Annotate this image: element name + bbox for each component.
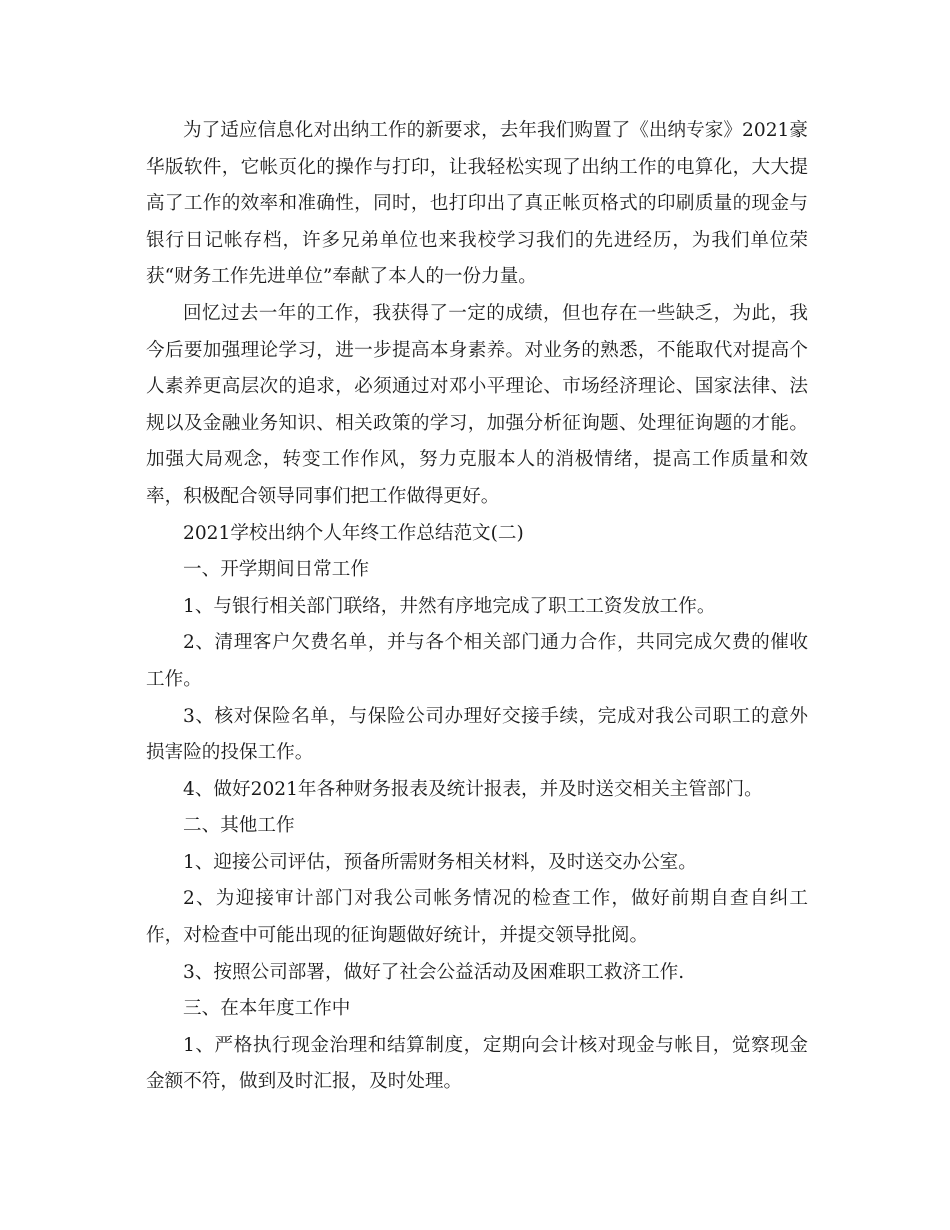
section-title: 2021学校出纳个人年终工作总结范文(二) — [183, 522, 524, 544]
paragraph-cashier-software: 为了适应信息化对出纳工作的新要求，去年我们购置了《出纳专家》2021豪华版软件，它帐页化的操作与打印，让我轻松实现了出纳工作的电算化，大大提高了工作的效率和准确性，同时，也打印出了真正帐页格式的印刷质量的现金与银行日记帐存档，许多兄弟单位也来我校学习我们的先进经历，为我们单位荣获“财务工作先进单位”奉献了本人的一份力量。 — [146, 120, 808, 288]
paragraph-year-review: 回忆过去一年的工作，我获得了一定的成绩，但也存在一些缺乏，为此，我今后要加强理论学习，进一步提高本身素养。对业务的熟悉，不能取代对提高个人素养更高层次的追求，必须通过对邓小平理论、市场经济理论、国家法律、法规以及金融业务知识、相关政策的学习，加强分析征询题、处理征询题的才能。加强大局观念，转变工作作风，努力克服本人的消极情绪，提高工作质量和效率，积极配合领导同事们把工作做得更好。 — [146, 302, 808, 507]
list-item: 2、清理客户欠费名单，并与各个相关部门通力合作，共同完成欠费的催收工作。 — [146, 632, 808, 690]
document-page — [146, 113, 808, 1101]
heading-daily-work: 一、开学期间日常工作 — [183, 559, 369, 581]
list-item: 1、迎接公司评估，预备所需财务相关材料，及时送交办公室。 — [183, 851, 697, 873]
heading-annual-work: 三、在本年度工作中 — [183, 998, 351, 1020]
list-item: 1、严格执行现金治理和结算制度，定期向会计核对现金与帐目，觉察现金金额不符，做到及时汇报，及时处理。 — [146, 1034, 808, 1093]
list-item: 1、与银行相关部门联络，井然有序地完成了职工工资发放工作。 — [183, 595, 716, 617]
list-item: 3、按照公司部署，做好了社会公益活动及困难职工救济工作. — [183, 961, 685, 983]
list-item: 3、核对保险名单，与保险公司办理好交接手续，完成对我公司职工的意外损害险的投保工作。 — [146, 705, 808, 764]
list-item: 2、为迎接审计部门对我公司帐务情况的检查工作，做好前期自查自纠工作，对检查中可能出现的征询题做好统计，并提交领导批阅。 — [146, 888, 808, 947]
heading-other-work: 二、其他工作 — [183, 815, 295, 837]
list-item: 4、做好2021年各种财务报表及统计报表，并及时送交相关主管部门。 — [183, 778, 763, 800]
